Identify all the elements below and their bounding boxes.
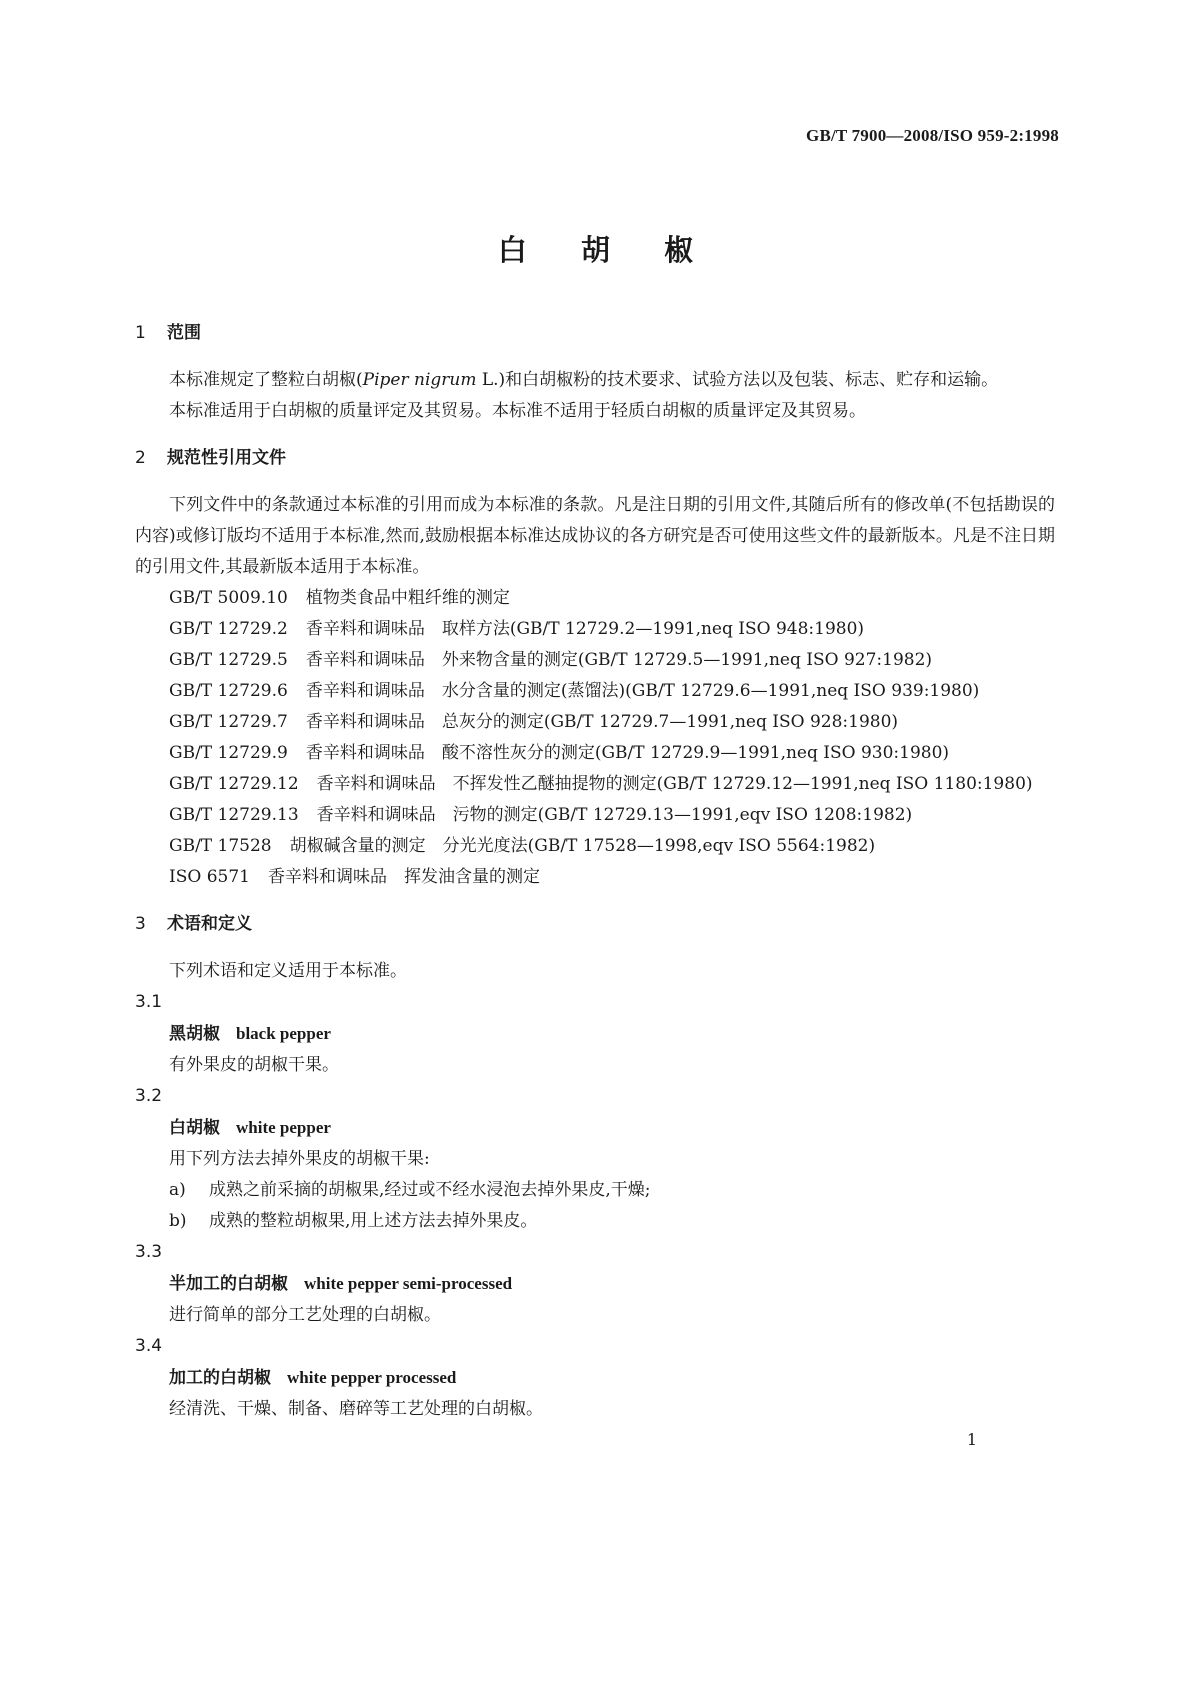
section-title: 术语和定义 <box>167 914 252 934</box>
page-number: 1 <box>966 1430 977 1449</box>
terms-intro: 下列术语和定义适用于本标准。 <box>169 961 407 981</box>
section-3-heading <box>135 909 1055 940</box>
term-zh: 黑胡椒 <box>169 1024 220 1044</box>
reference-title: 香辛料和调味品 外来物含量的测定(GB/T 12729.5—1991,neq ISO 927:1982) <box>305 650 933 670</box>
reference-item <box>135 800 1055 831</box>
reference-code: GB/T 12729.12 <box>169 774 299 794</box>
term-number: 3.2 <box>135 1086 163 1106</box>
reference-code: GB/T 12729.7 <box>169 712 288 732</box>
term-entry <box>135 1268 1055 1300</box>
term-en: white pepper <box>236 1118 331 1137</box>
reference-item <box>135 769 1055 800</box>
reference-title: 香辛料和调味品 挥发油含量的测定 <box>267 867 540 887</box>
term-en: black pepper <box>236 1024 331 1043</box>
list-marker: a) <box>169 1180 186 1200</box>
term-entry <box>135 1112 1055 1144</box>
scope-paragraph-2: 本标准适用于白胡椒的质量评定及其贸易。本标准不适用于轻质白胡椒的质量评定及其贸易。 <box>169 401 866 421</box>
reference-item <box>135 583 1055 614</box>
reference-title: 香辛料和调味品 水分含量的测定(蒸馏法)(GB/T 12729.6—1991,neq ISO 939:1980) <box>305 681 980 701</box>
term-definition: 经清洗、干燥、制备、磨碎等工艺处理的白胡椒。 <box>169 1399 543 1419</box>
reference-code: GB/T 17528 <box>169 836 272 856</box>
document-title: 白 胡 椒 <box>497 233 716 267</box>
reference-title: 香辛料和调味品 取样方法(GB/T 12729.2—1991,neq ISO 948:1980) <box>305 619 865 639</box>
term-entry <box>135 1018 1055 1050</box>
reference-list <box>135 583 1055 893</box>
section-number: 2 <box>135 448 146 468</box>
reference-code: GB/T 12729.9 <box>169 743 288 763</box>
list-item <box>135 1175 1055 1206</box>
list-text: 成熟之前采摘的胡椒果,经过或不经水浸泡去掉外果皮,干燥; <box>209 1180 651 1200</box>
term-zh: 白胡椒 <box>169 1118 220 1138</box>
term-zh: 半加工的白胡椒 <box>169 1274 288 1294</box>
term-number: 3.1 <box>135 992 163 1012</box>
reference-item <box>135 831 1055 862</box>
reference-title: 植物类食品中粗纤维的测定 <box>305 588 510 608</box>
reference-code: GB/T 12729.6 <box>169 681 288 701</box>
reference-item <box>135 645 1055 676</box>
scope-paragraph-1 <box>135 365 1055 396</box>
term-number: 3.4 <box>135 1336 163 1356</box>
list-text: 成熟的整粒胡椒果,用上述方法去掉外果皮。 <box>209 1211 538 1231</box>
reference-title: 胡椒碱含量的测定 分光光度法(GB/T 17528—1998,eqv ISO 5564:1982) <box>289 836 876 856</box>
section-2-heading <box>135 443 1055 474</box>
reference-code: GB/T 12729.2 <box>169 619 288 639</box>
reference-title: 香辛料和调味品 污物的测定(GB/T 12729.13—1991,eqv ISO 1208:1982) <box>316 805 913 825</box>
term-en: white pepper semi-processed <box>304 1274 513 1293</box>
section-number: 1 <box>135 323 146 343</box>
scope-text: 本标准规定了整粒白胡椒( <box>169 370 363 390</box>
scope-text: L.)和白胡椒粉的技术要求、试验方法以及包装、标志、贮存和运输。 <box>476 370 999 390</box>
term-definition: 用下列方法去掉外果皮的胡椒干果: <box>169 1149 430 1169</box>
term-definition: 进行简单的部分工艺处理的白胡椒。 <box>169 1305 441 1325</box>
reference-item <box>135 676 1055 707</box>
list-marker: b) <box>169 1211 187 1231</box>
term-en: white pepper processed <box>287 1368 457 1387</box>
reference-title: 香辛料和调味品 不挥发性乙醚抽提物的测定(GB/T 12729.12—1991,neq ISO 1180:1980) <box>316 774 1033 794</box>
reference-title: 香辛料和调味品 酸不溶性灰分的测定(GB/T 12729.9—1991,neq ISO 930:1980) <box>305 743 950 763</box>
section-title: 范围 <box>167 323 201 343</box>
standard-code: GB/T 7900—2008/ISO 959-2:1998 <box>806 126 1059 145</box>
reference-item <box>135 862 1055 893</box>
term-zh: 加工的白胡椒 <box>169 1368 271 1388</box>
section-title: 规范性引用文件 <box>167 448 286 468</box>
reference-code: GB/T 12729.5 <box>169 650 288 670</box>
reference-code: ISO 6571 <box>169 867 250 887</box>
references-intro: 下列文件中的条款通过本标准的引用而成为本标准的条款。凡是注日期的引用文件,其随后所有的修改单(不包括勘误的内容)或修订版均不适用于本标准,然而,鼓励根据本标准达成协议的各方研究是否可使用这些文件的最新版本。凡是不注日期的引用文件,其最新版本适用于本标准。 <box>135 495 1055 577</box>
term-number: 3.3 <box>135 1242 163 1262</box>
reference-code: GB/T 12729.13 <box>169 805 299 825</box>
latin-name: Piper nigrum <box>362 370 477 390</box>
section-1-heading <box>135 318 1055 349</box>
reference-item <box>135 738 1055 769</box>
section-number: 3 <box>135 914 146 934</box>
reference-item <box>135 614 1055 645</box>
list-item <box>135 1206 1055 1237</box>
term-definition: 有外果皮的胡椒干果。 <box>169 1055 339 1075</box>
term-entry <box>135 1362 1055 1394</box>
document-body <box>135 318 1055 1425</box>
reference-title: 香辛料和调味品 总灰分的测定(GB/T 12729.7—1991,neq ISO 928:1980) <box>305 712 899 732</box>
reference-item <box>135 707 1055 738</box>
reference-code: GB/T 5009.10 <box>169 588 288 608</box>
